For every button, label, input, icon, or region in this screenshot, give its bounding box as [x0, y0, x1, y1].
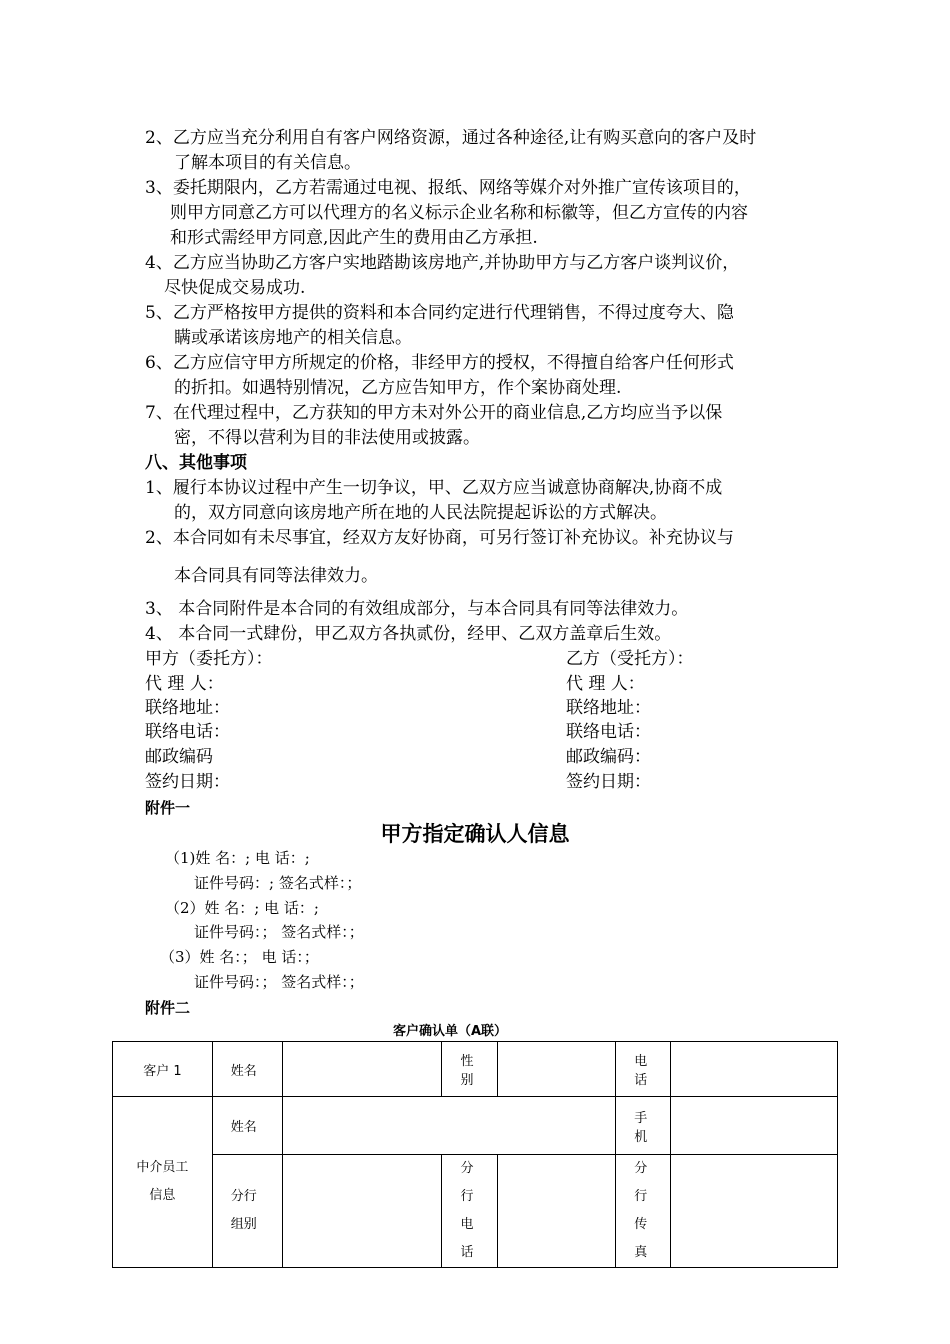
- item-5-line-1: 5、乙方严格按甲方提供的资料和本合同约定进行代理销售，不得过度夸大、隐: [145, 303, 734, 323]
- item-3-line-2: 则甲方同意乙方可以代理方的名义标示企业名称和标徽等，但乙方宣传的内容: [170, 203, 748, 223]
- item-4-line-2: 尽快促成交易成功.: [164, 278, 306, 298]
- s8-item-4: 4、 本合同一式肆份，甲乙双方各执贰份，经甲、乙双方盖章后生效。: [145, 624, 672, 644]
- customer-phone-label: 电话: [634, 1054, 648, 1088]
- s8-item-2-line-2: 本合同具有同等法律效力。: [174, 566, 378, 586]
- party-b-date: 签约日期：: [566, 772, 651, 792]
- item-2-line-2: 了解本项目的有关信息。: [174, 153, 361, 173]
- agent-mobile-value[interactable]: [671, 1097, 838, 1155]
- customer-name-value[interactable]: [282, 1042, 442, 1097]
- customer-name-label: 姓名: [230, 1063, 257, 1079]
- branch-phone-value[interactable]: [498, 1155, 616, 1268]
- confirmer-3-name-phone: （3）姓 名：； 电 话：；: [160, 948, 319, 966]
- branch-group-label-cell: [212, 1155, 282, 1268]
- confirmer-2-id-signature: 证件号码：； 签名式样：；: [194, 923, 364, 941]
- item-7-line-2: 密，不得以营利为目的非法使用或披露。: [174, 428, 480, 448]
- attachment-1-label: 附件一: [145, 799, 191, 817]
- confirmer-1-name-phone: （1)姓 名：; 电 话：;: [165, 849, 310, 867]
- branch-fax-label-1: 分行: [634, 1161, 648, 1204]
- party-a-agent: 代 理 人：: [145, 674, 224, 694]
- s8-item-1-line-2: 的，双方同意向该房地产所在地的人民法院提起诉讼的方式解决。: [174, 503, 667, 523]
- confirmer-1-id-signature: 证件号码：; 签名式样：；: [194, 874, 362, 892]
- party-b-postcode: 邮政编码：: [566, 747, 651, 767]
- party-b-agent: 代 理 人：: [566, 674, 645, 694]
- item-6-line-1: 6、乙方应信守甲方所规定的价格，非经甲方的授权，不得擅自给客户任何形式: [145, 353, 734, 373]
- agent-row-2: [113, 1155, 838, 1268]
- customer-row: [113, 1042, 838, 1097]
- customer-confirmation-table: [112, 1041, 838, 1268]
- branch-phone-label-2: 电话: [460, 1217, 474, 1260]
- agent-mobile-label: 手机: [634, 1110, 648, 1145]
- section-8-heading: 八、其他事项: [145, 453, 247, 473]
- party-a-label: 甲方（委托方）：: [145, 649, 273, 669]
- customer-label-cell: [113, 1042, 213, 1097]
- branch-group-value[interactable]: [282, 1155, 442, 1268]
- attachment-2-label: 附件二: [145, 999, 191, 1017]
- party-a-address: 联络地址：: [145, 698, 230, 718]
- item-2-line-1: 2、乙方应当充分利用自有客户网络资源，通过各种途径,让有购买意向的客户及时: [145, 128, 757, 148]
- customer-phone-label-cell: [616, 1042, 671, 1097]
- customer-phone-value[interactable]: [671, 1042, 838, 1097]
- customer-gender-label-cell: [442, 1042, 498, 1097]
- s8-item-3: 3、 本合同附件是本合同的有效组成部分，与本合同具有同等法律效力。: [145, 599, 689, 619]
- branch-fax-value[interactable]: [671, 1155, 838, 1268]
- item-4-line-1: 4、乙方应当协助乙方客户实地踏勘该房地产,并协助甲方与乙方客户谈判议价，: [145, 253, 740, 273]
- agent-label-cell: [113, 1097, 213, 1268]
- confirmer-2-name-phone: （2）姓 名：; 电 话：;: [165, 899, 319, 917]
- agent-label-line-2: 信息: [149, 1188, 176, 1203]
- branch-phone-label-cell: [442, 1155, 498, 1268]
- agent-name-value[interactable]: [282, 1097, 616, 1155]
- branch-fax-label-2: 传真: [634, 1217, 648, 1260]
- attachment-1-title: 甲方指定确认人信息: [380, 822, 570, 846]
- customer-label: 客户 1: [143, 1063, 182, 1079]
- branch-fax-label-cell: [616, 1155, 671, 1268]
- party-b-phone: 联络电话：: [566, 722, 651, 742]
- party-a-postcode: 邮政编码: [145, 747, 213, 767]
- branch-phone-label-1: 分行: [460, 1161, 474, 1204]
- s8-item-2-line-1: 2、本合同如有未尽事宜，经双方友好协商，可另行签订补充协议。补充协议与: [145, 528, 734, 548]
- item-3-line-3: 和形式需经甲方同意,因此产生的费用由乙方承担.: [170, 228, 538, 248]
- agent-name-label: 姓名: [230, 1120, 257, 1135]
- customer-name-label-cell: [212, 1042, 282, 1097]
- customer-confirmation-title: 客户确认单（A联）: [392, 1024, 508, 1039]
- party-b-address: 联络地址：: [566, 698, 651, 718]
- item-5-line-2: 瞒或承诺该房地产的相关信息。: [174, 328, 412, 348]
- branch-group-label-2: 组别: [230, 1217, 257, 1232]
- item-6-line-2: 的折扣。如遇特别情况，乙方应告知甲方，作个案协商处理.: [174, 378, 622, 398]
- s8-item-1-line-1: 1、履行本协议过程中产生一切争议，甲、乙双方应当诚意协商解决,协商不成: [145, 478, 723, 498]
- agent-mobile-label-cell: [616, 1097, 671, 1155]
- agent-name-label-cell: [212, 1097, 282, 1155]
- party-a-date: 签约日期：: [145, 772, 230, 792]
- item-3-line-1: 3、委托期限内，乙方若需通过电视、报纸、网络等媒介对外推广宣传该项目的，: [145, 178, 751, 198]
- customer-gender-label: 性别: [460, 1054, 474, 1088]
- customer-gender-value[interactable]: [498, 1042, 616, 1097]
- confirmer-3-id-signature: 证件号码：； 签名式样：；: [194, 973, 364, 991]
- party-b-label: 乙方（受托方）：: [566, 649, 694, 669]
- branch-group-label-1: 分行: [230, 1189, 257, 1204]
- item-7-line-1: 7、在代理过程中，乙方获知的甲方未对外公开的商业信息,乙方均应当予以保: [145, 403, 723, 423]
- agent-row-1: [113, 1097, 838, 1155]
- party-a-phone: 联络电话：: [145, 722, 230, 742]
- agent-label-line-1: 中介员工: [136, 1160, 189, 1175]
